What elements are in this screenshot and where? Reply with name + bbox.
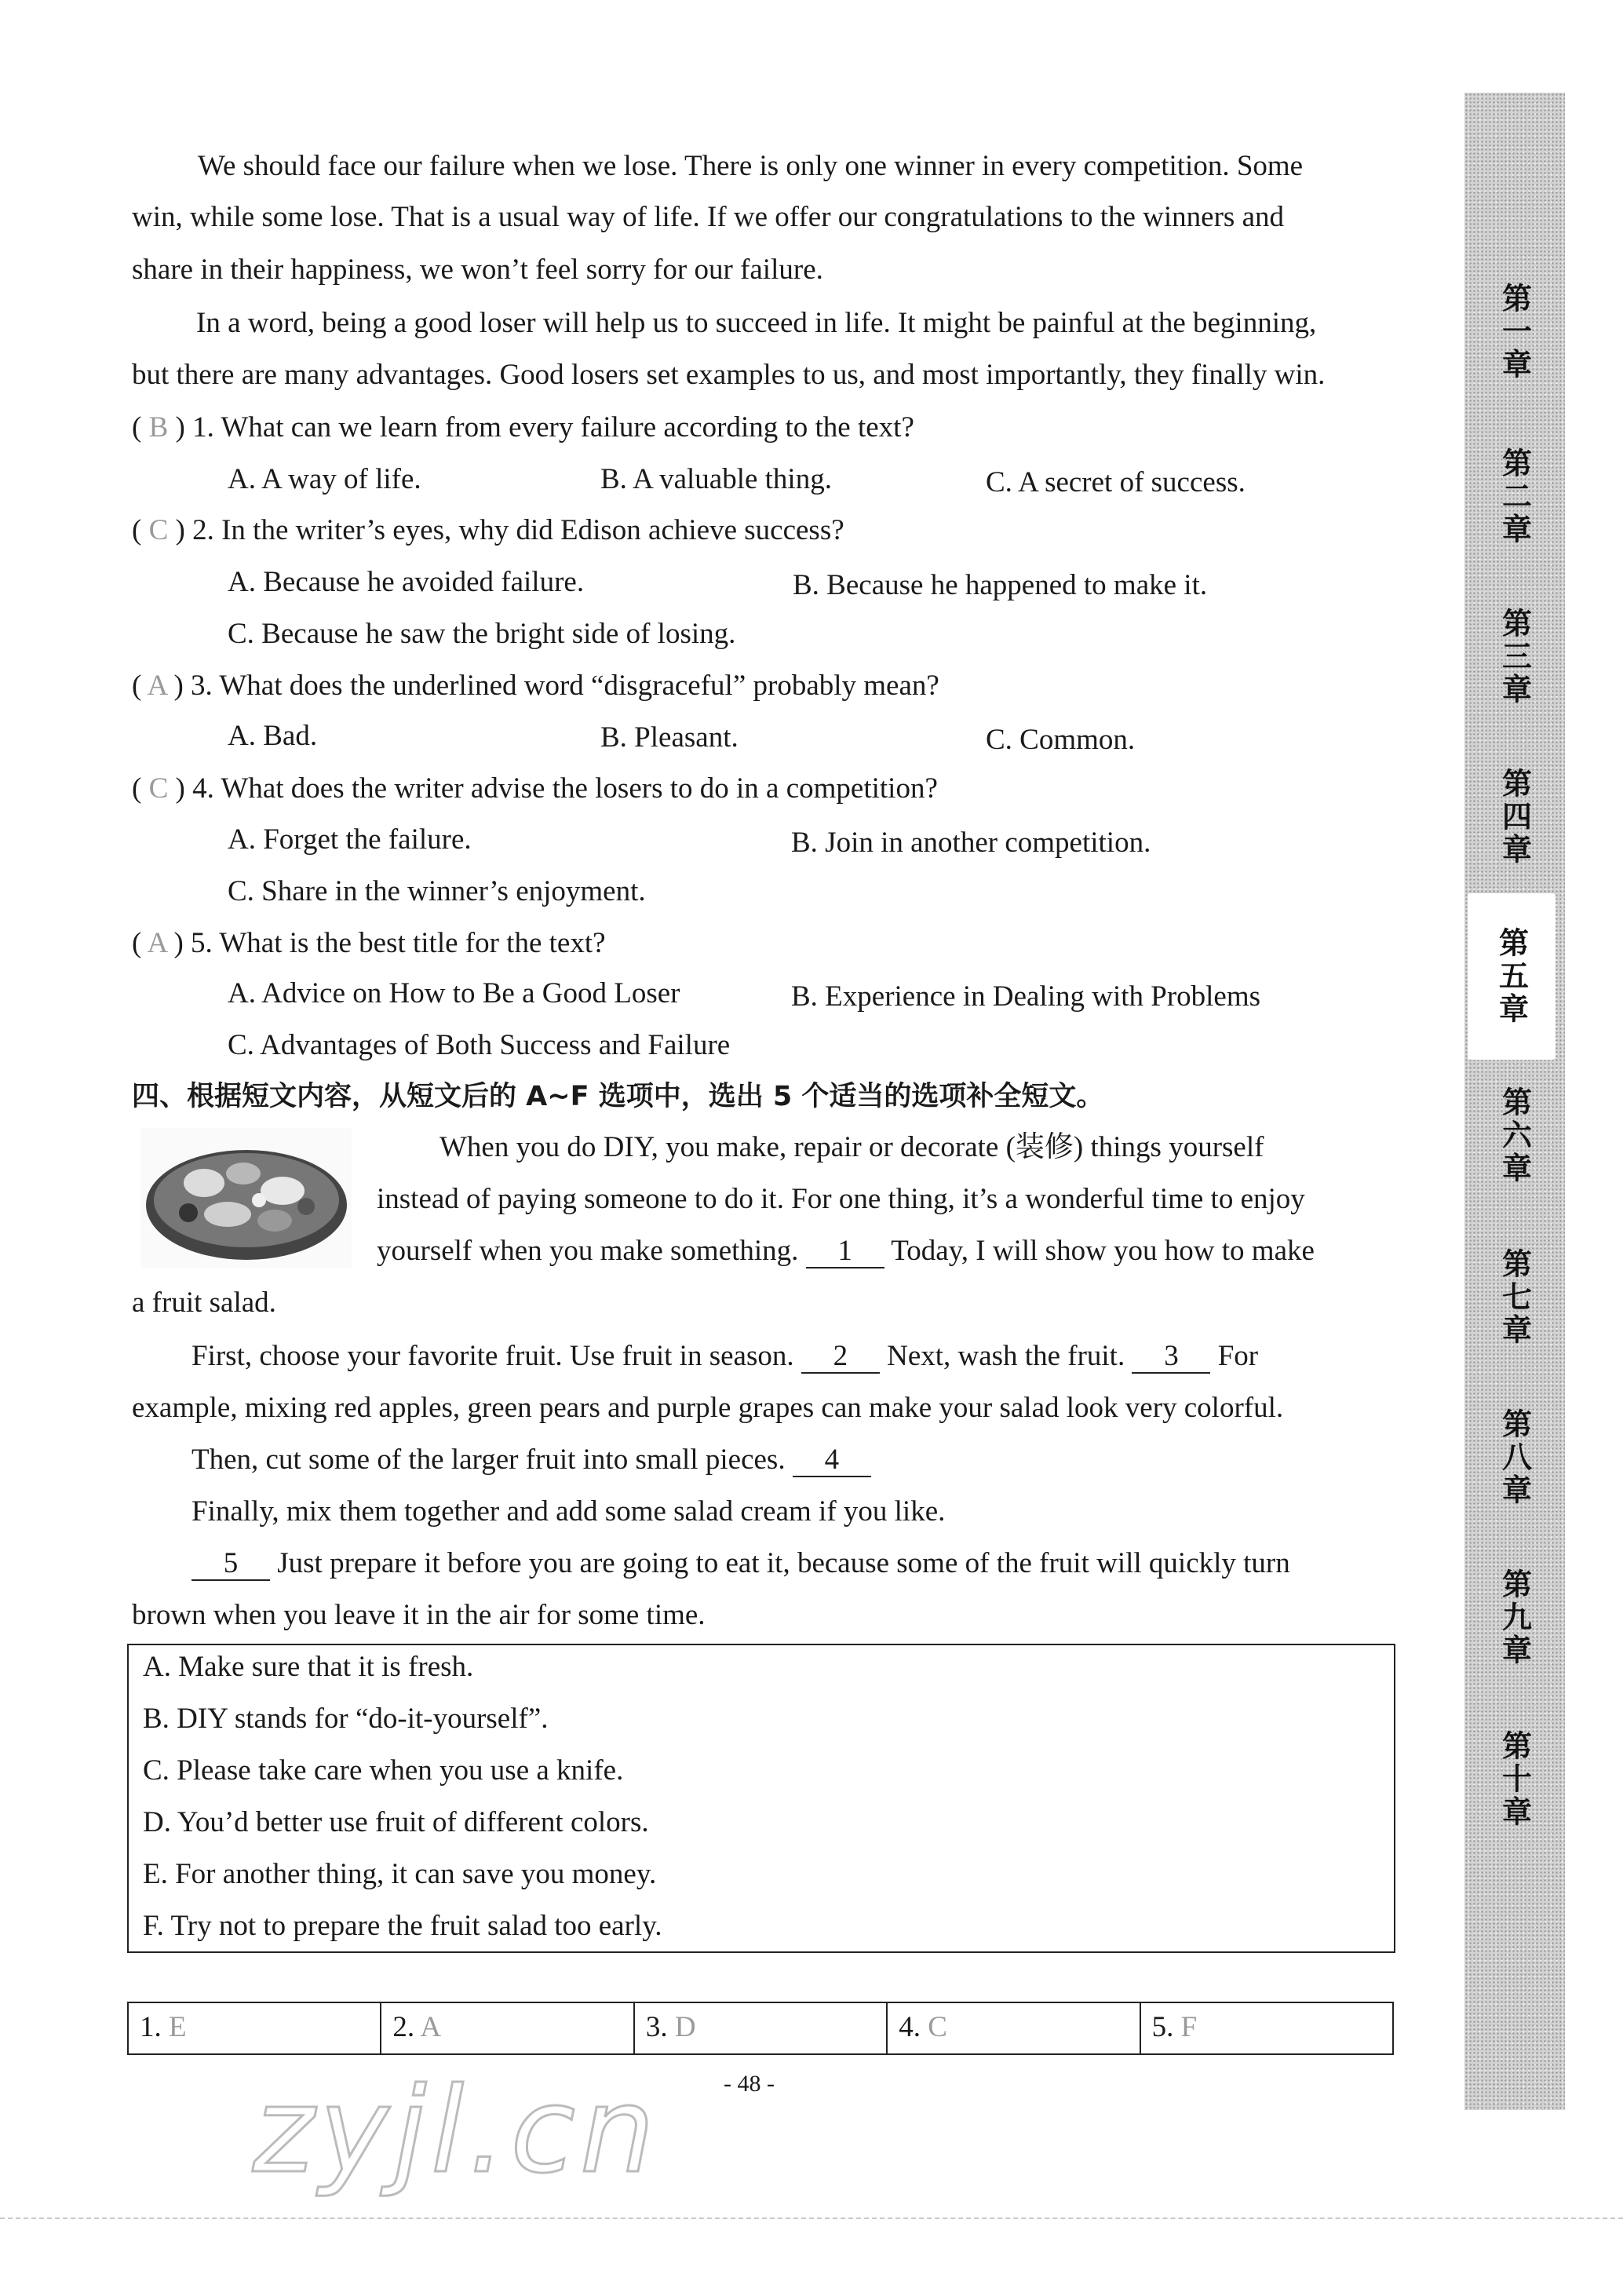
option: B. Because he happened to make it.	[793, 569, 1208, 601]
choice-option: B. DIY stands for “do-it-yourself”.	[143, 1703, 549, 1735]
cloze-line: a fruit salad.	[132, 1287, 276, 1319]
option: A. Because he avoided failure.	[228, 566, 585, 598]
cloze-line: example, mixing red apples, green pears and purple grapes can make your salad look very colorful.	[132, 1392, 1284, 1424]
tab-chapter-7[interactable]: 第七章	[1497, 1248, 1532, 1347]
question-5: ( A ) 5. What is the best title for the text?	[132, 927, 606, 959]
tab-chapter-2[interactable]: 第二章	[1497, 447, 1532, 546]
cloze-line: Finally, mix them together and add some salad cream if you like.	[191, 1495, 946, 1528]
tab-chapter-10[interactable]: 第十章	[1497, 1730, 1532, 1829]
option: C. Because he saw the bright side of losing.	[228, 618, 736, 650]
blank-1: 1	[806, 1236, 884, 1268]
option: A. A way of life.	[228, 463, 421, 495]
option: C. Advantages of Both Success and Failure	[228, 1029, 731, 1061]
option: B. Join in another competition.	[791, 827, 1151, 859]
cloze-line: First, choose your favorite fruit. Use fruit in season. 2 Next, wash the fruit. 3 For	[191, 1340, 1259, 1372]
fruit-salad-photo	[141, 1128, 352, 1268]
blank-3: 3	[1132, 1341, 1210, 1374]
page-number: - 48 -	[724, 2071, 775, 2097]
answer-mark: A	[147, 670, 167, 702]
option: B. A valuable thing.	[600, 463, 832, 495]
option: A. Forget the failure.	[228, 823, 472, 856]
cloze-line: When you do DIY, you make, repair or decorate (装修) things yourself	[439, 1131, 1264, 1163]
option: B. Pleasant.	[600, 721, 739, 754]
question-3: ( A ) 3. What does the underlined word “disgraceful” probably mean?	[132, 670, 939, 702]
cloze-line: brown when you leave it in the air for some time.	[132, 1599, 706, 1631]
paragraph-line: share in their happiness, we won’t feel sorry for our failure.	[132, 254, 823, 286]
option: A. Advice on How to Be a Good Loser	[228, 977, 680, 1009]
tab-chapter-8[interactable]: 第八章	[1497, 1408, 1532, 1507]
tab-chapter-3[interactable]: 第三章	[1497, 608, 1532, 706]
answer-cell: 5. F	[1151, 2011, 1198, 2043]
choice-option: A. Make sure that it is fresh.	[143, 1651, 474, 1683]
tab-chapter-4[interactable]: 第四章	[1497, 768, 1532, 867]
answer-cell: 4. C	[888, 2003, 1140, 2053]
blank-5: 5	[191, 1548, 270, 1581]
section-heading: 四、根据短文内容，从短文后的 A~F 选项中，选出 5 个适当的选项补全短文。	[132, 1081, 1104, 1112]
option: A. Bad.	[228, 720, 318, 752]
cloze-line: 5 Just prepare it before you are going to eat it, because some of the fruit will quickly turn	[191, 1546, 1290, 1581]
paragraph-line: but there are many advantages. Good losers set examples to us, and most importantly, they finally win.	[132, 359, 1326, 391]
option: B. Experience in Dealing with Problems	[791, 980, 1261, 1013]
question-4: ( C ) 4. What does the writer advise the losers to do in a competition?	[132, 772, 938, 805]
choice-option: F. Try not to prepare the fruit salad too early.	[143, 1910, 662, 1942]
tab-chapter-5[interactable]: 第五章	[1468, 893, 1556, 1060]
cloze-line: yourself when you make something. 1 Today, I will show you how to make	[377, 1235, 1315, 1267]
blank-4: 4	[793, 1444, 871, 1477]
option: C. Share in the winner’s enjoyment.	[228, 875, 646, 907]
tab-chapter-1[interactable]: 第一章	[1497, 283, 1532, 381]
answer-mark: C	[148, 772, 169, 805]
answer-mark: A	[147, 927, 167, 959]
answer-mark: C	[148, 514, 169, 546]
options-box	[127, 1644, 1395, 1953]
bottom-dashed-rule	[0, 2218, 1623, 2219]
question-2: ( C ) 2. In the writer’s eyes, why did Edison achieve success?	[132, 514, 844, 546]
paragraph-line: win, while some lose. That is a usual way of life. If we offer our congratulations to the winners and	[132, 201, 1284, 233]
answer-cell: 1. E	[129, 2003, 381, 2053]
cloze-line: Then, cut some of the larger fruit into small pieces. 4	[191, 1443, 871, 1477]
answer-mark: B	[148, 411, 169, 444]
blank-2: 2	[801, 1341, 880, 1374]
answer-table	[127, 2002, 1394, 2055]
tab-chapter-9[interactable]: 第九章	[1497, 1568, 1532, 1667]
answer-cell: 2. A	[381, 2003, 634, 2053]
option: C. Common.	[986, 724, 1136, 756]
watermark-logo: zyjl.cn	[253, 2063, 660, 2199]
choice-option: E. For another thing, it can save you money.	[143, 1858, 657, 1890]
option: C. A secret of success.	[986, 466, 1246, 498]
paragraph-line: In a word, being a good loser will help us to succeed in life. It might be painful at the beginning,	[196, 307, 1317, 339]
question-1: ( B ) 1. What can we learn from every failure according to the text?	[132, 411, 914, 444]
tab-chapter-6[interactable]: 第六章	[1497, 1086, 1532, 1185]
answer-cell: 3. D	[635, 2003, 888, 2053]
choice-option: D. You’d better use fruit of different colors.	[143, 1806, 649, 1838]
cloze-line: instead of paying someone to do it. For one thing, it’s a wonderful time to enjoy	[377, 1183, 1305, 1215]
choice-option: C. Please take care when you use a knife.	[143, 1754, 624, 1787]
paragraph-line: We should face our failure when we lose. There is only one winner in every competition. Some	[198, 150, 1304, 182]
